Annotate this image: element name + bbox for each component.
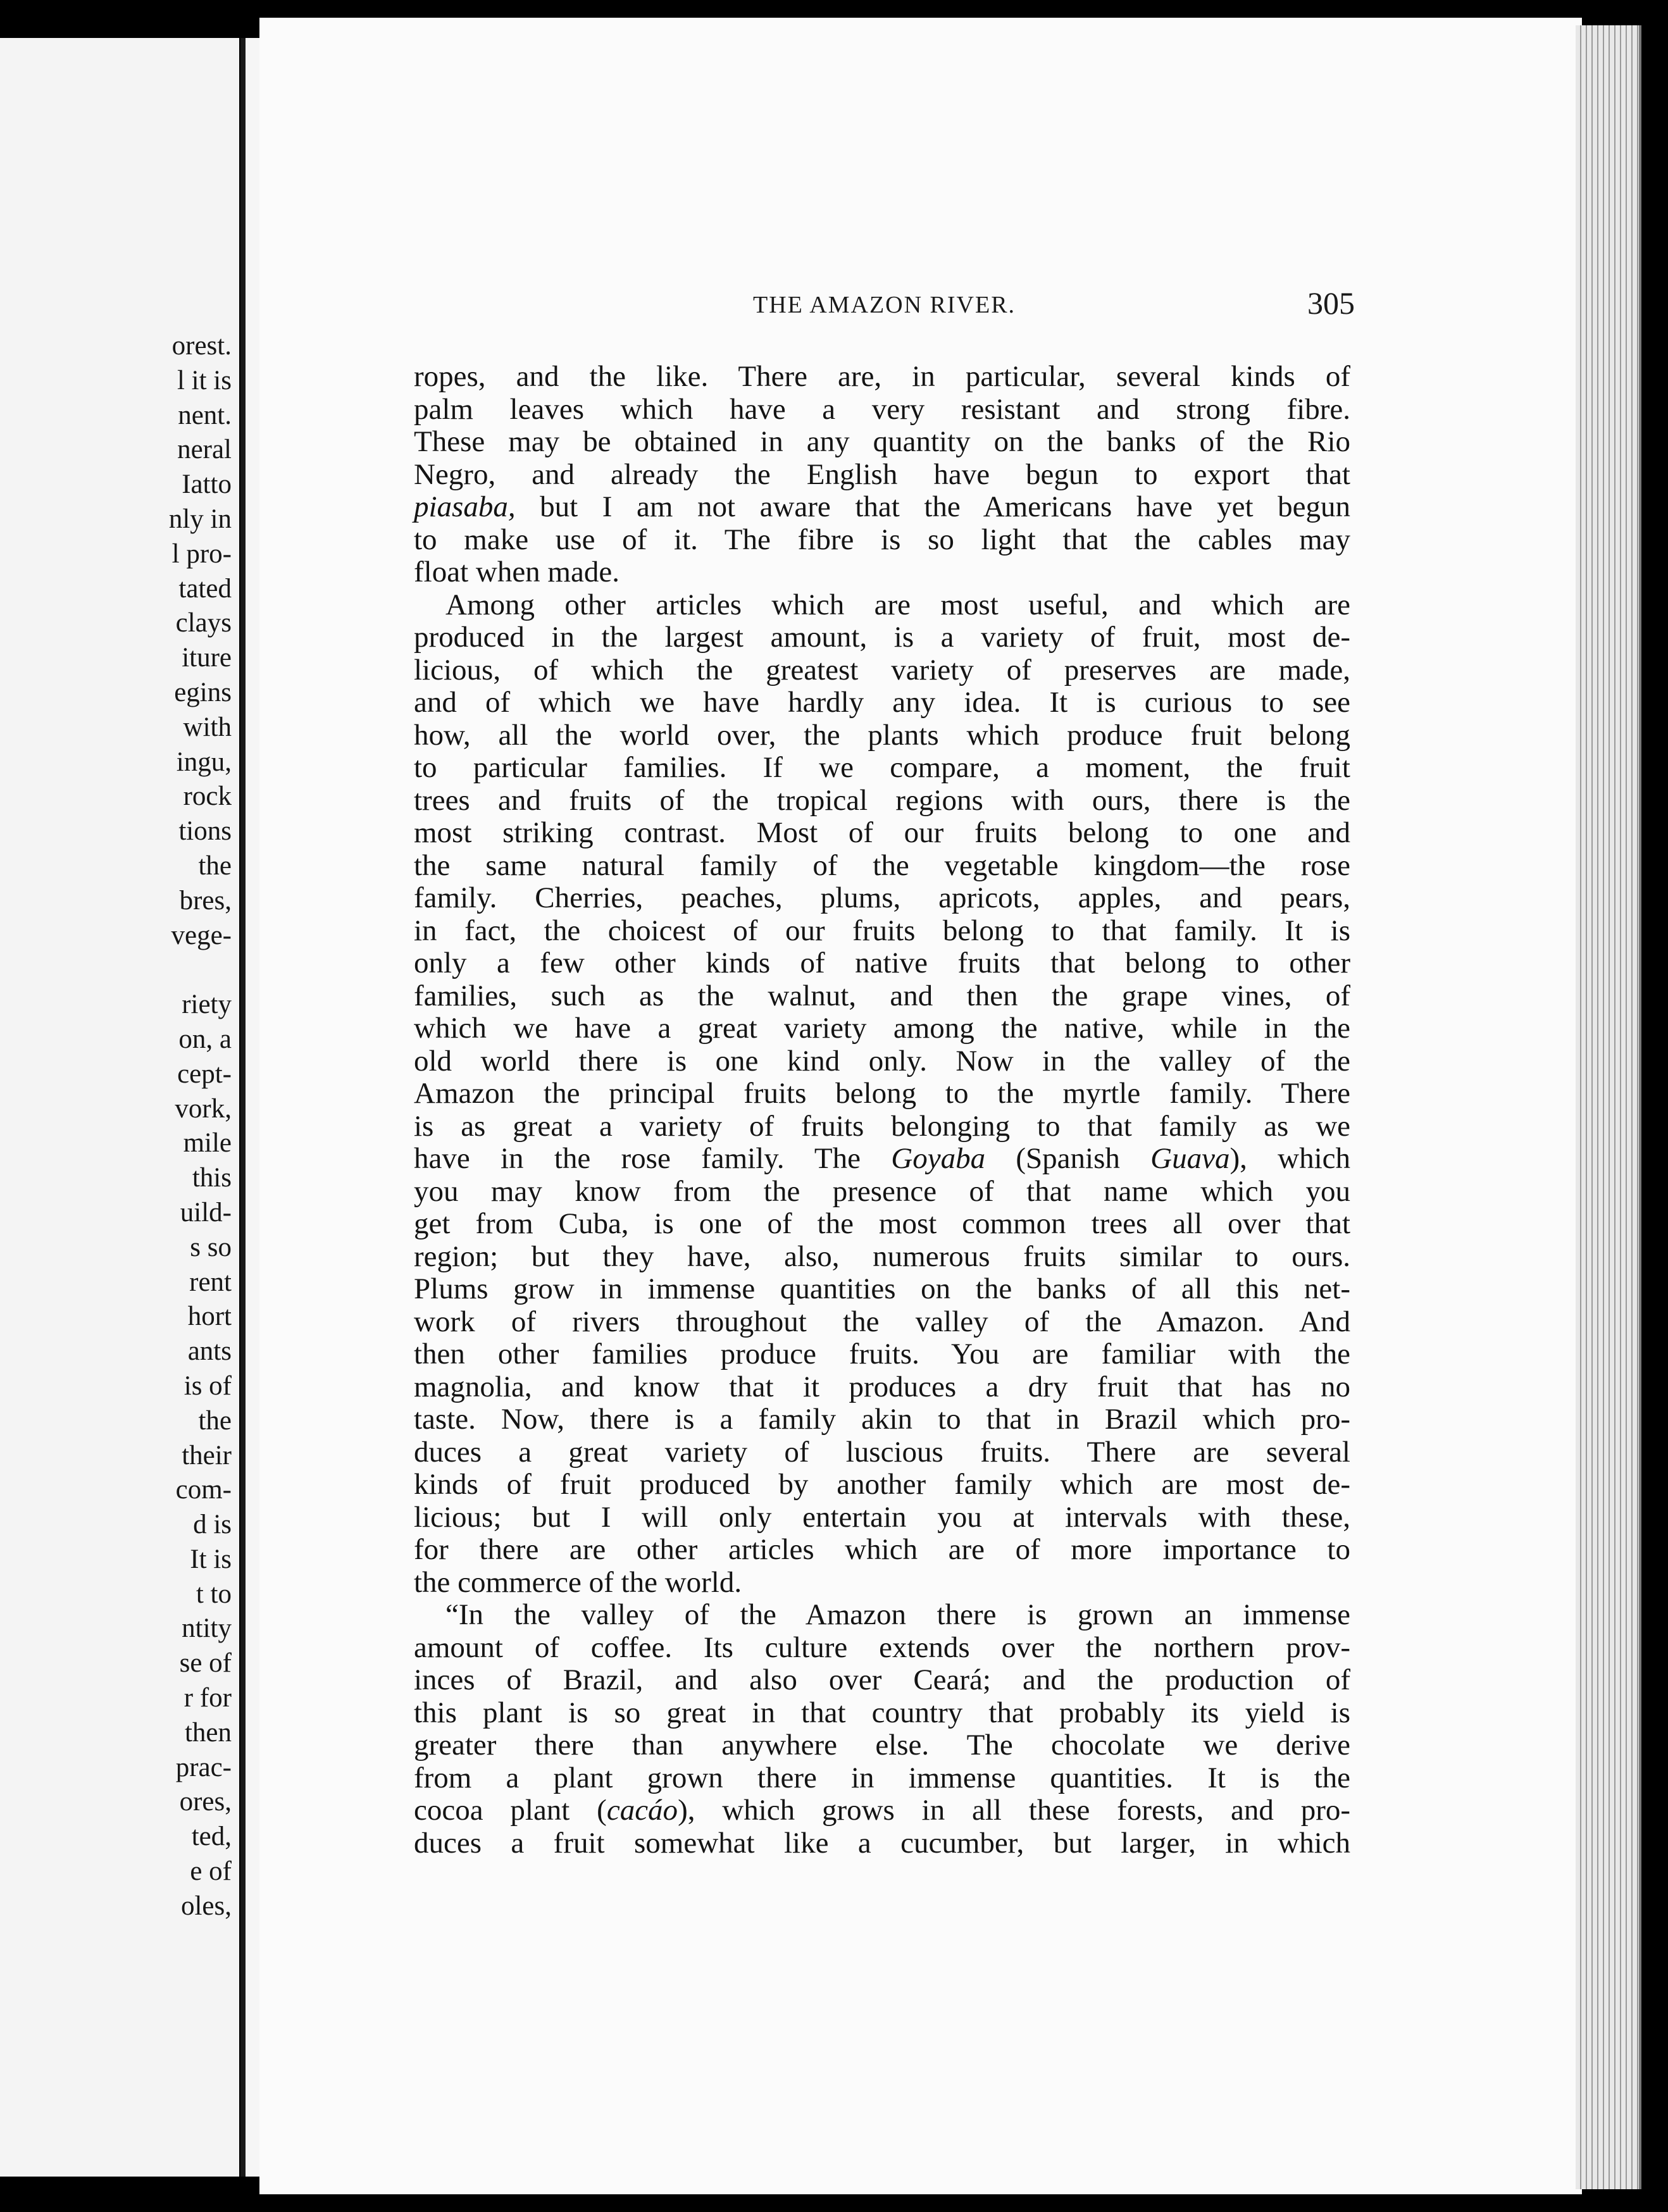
text-line: duces a fruit somewhat like a cucumber, but larger, in which (414, 1826, 1350, 1860)
italic-term: Goyaba (891, 1142, 986, 1175)
facing-page-line: se of (179, 1648, 232, 1679)
facing-page-text-fragments (169, 329, 232, 1924)
text-line: to particular families. If we compare, a moment, the fruit (414, 751, 1350, 784)
facing-page-line: ingu, (176, 747, 232, 777)
facing-page-line: is of (184, 1370, 232, 1401)
text-line (414, 1794, 1350, 1827)
text-line: from a plant grown there in immense quantities. It is the (414, 1761, 1350, 1794)
facing-page-line: with (183, 712, 232, 742)
facing-page-line: ores, (179, 1787, 232, 1817)
facing-page-line: com- (175, 1475, 232, 1505)
facing-page-line: the (198, 850, 232, 881)
page-number: 305 (1307, 285, 1355, 321)
facing-page-line: their (182, 1440, 232, 1470)
text-line: most striking contrast. Most of our fruits belong to one and (414, 816, 1350, 849)
text-line (414, 491, 1350, 524)
facing-page-line: orest. (171, 331, 232, 361)
facing-page-line: prac- (175, 1752, 232, 1782)
facing-page-line: d is (193, 1510, 232, 1540)
facing-page-line: nly in (168, 504, 232, 534)
facing-page-line: rent (189, 1267, 232, 1297)
text-line: and of which we have hardly any idea. It is curious to see (414, 686, 1350, 719)
text-line: in fact, the choicest of our fruits belong to that family. It is (414, 914, 1350, 947)
facing-page-line: oles, (180, 1891, 232, 1921)
facing-page-line: ted, (191, 1822, 232, 1852)
facing-page-line: It is (190, 1544, 232, 1574)
facing-page-line: e of (190, 1856, 232, 1887)
text-run: (Spanish (985, 1142, 1151, 1175)
text-line: trees and fruits of the tropical regions with ours, there is the (414, 783, 1350, 817)
text-line: produced in the largest amount, is a variety of fruit, most de- (414, 621, 1350, 654)
facing-page-line: tated (178, 573, 232, 604)
facing-page-line: riety (182, 990, 232, 1020)
text-line: float when made. (414, 556, 619, 588)
facing-page-line: clays (175, 608, 232, 638)
text-line: Amazon the principal fruits belong to the myrtle family. There (414, 1077, 1350, 1110)
italic-term: cacáo (606, 1794, 678, 1827)
text-line: greater there than anywhere else. The chocolate we derive (414, 1729, 1350, 1762)
text-run: have in the rose family. The (414, 1142, 892, 1175)
text-line: you may know from the presence of that name which you (414, 1174, 1350, 1208)
text-line: for there are other articles which are of more importance to (414, 1533, 1350, 1566)
text-line: palm leaves which have a very resistant and strong fibre. (414, 392, 1350, 426)
running-head: THE AMAZON RIVER. (753, 292, 1016, 318)
text-line: Among other articles which are most useful, and which are (445, 588, 1350, 621)
facing-page-line: t to (196, 1579, 232, 1609)
facing-page-line: neral (177, 435, 232, 465)
text-line: is as great a variety of fruits belonging to that family as we (414, 1109, 1350, 1143)
facing-page-line: l it is (177, 365, 232, 395)
text-line: how, all the world over, the plants which produce fruit belong (414, 718, 1350, 752)
facing-page-line: cept- (177, 1059, 232, 1089)
text-line: old world there is one kind only. Now in the valley of the (414, 1044, 1350, 1078)
facing-page-line: vege- (171, 920, 232, 950)
facing-page-line: the (198, 1405, 232, 1436)
text-line: family. Cherries, peaches, plums, apricots, apples, and pears, (414, 881, 1350, 914)
facing-page-line: iture (182, 643, 232, 673)
text-run: but I am not aware that the Americans have yet begun (515, 490, 1350, 523)
text-line: kinds of fruit produced by another family which are most de- (414, 1468, 1350, 1501)
italic-term: Guava (1150, 1142, 1230, 1175)
book-gutter (240, 38, 259, 2177)
text-line: “In the valley of the Amazon there is grown an immense (445, 1598, 1350, 1631)
text-line: licious; but I will only entertain you at intervals with these, (414, 1500, 1350, 1534)
facing-page-line: Iatto (182, 469, 232, 500)
page-edges (1576, 25, 1641, 2189)
facing-page-line: rock (183, 781, 232, 812)
text-line: inces of Brazil, and also over Ceará; and the production of (414, 1663, 1350, 1696)
text-line: Negro, and already the English have begun to export that (414, 457, 1350, 491)
text-line: only a few other kinds of native fruits that belong to other (414, 947, 1350, 979)
text-line: the same natural family of the vegetable kingdom—the rose (414, 848, 1350, 882)
text-line: to make use of it. The fibre is so light that the cables may (414, 523, 1350, 556)
facing-page-line: hort (187, 1302, 232, 1332)
facing-page-line: bres, (179, 885, 232, 916)
text-line: These may be obtained in any quantity on the banks of the Rio (414, 425, 1350, 458)
text-run: cocoa plant ( (414, 1794, 607, 1827)
facing-page-line: ants (187, 1336, 232, 1367)
facing-page-line: r for (184, 1683, 232, 1713)
italic-term: piasaba, (414, 490, 516, 523)
text-line: families, such as the walnut, and then the grape vines, of (414, 979, 1350, 1012)
facing-page-line: egins (174, 677, 232, 707)
facing-page-line: s so (190, 1232, 232, 1262)
text-line (414, 1143, 1350, 1176)
text-line: this plant is so great in that country that probably its yield is (414, 1696, 1350, 1729)
text-line: region; but they have, also, numerous fruits similar to ours. (414, 1240, 1350, 1273)
facing-page (0, 38, 239, 2177)
facing-page-line: uild- (180, 1197, 232, 1227)
facing-page-line: on, a (178, 1024, 232, 1054)
text-line: Plums grow in immense quantities on the banks of all this net- (414, 1272, 1350, 1305)
text-line: which we have a great variety among the native, while in the (414, 1012, 1350, 1045)
text-line: taste. Now, there is a family akin to that in Brazil which pro- (414, 1403, 1350, 1436)
text-line: ropes, and the like. There are, in particular, several kinds of (414, 360, 1350, 393)
text-line: licious, of which the greatest variety of preserves are made, (414, 653, 1350, 687)
text-line: the commerce of the world. (414, 1565, 742, 1599)
facing-page-line: tions (178, 816, 232, 847)
body-text (414, 361, 1350, 1860)
facing-page-line: then (184, 1717, 232, 1748)
text-line: amount of coffee. Its culture extends over the northern prov- (414, 1631, 1350, 1664)
facing-page-line: ntity (182, 1613, 232, 1644)
text-line: work of rivers throughout the valley of the Amazon. And (414, 1305, 1350, 1338)
facing-page-line: nent. (178, 400, 232, 430)
facing-page-line: l pro- (171, 538, 232, 569)
text-line: get from Cuba, is one of the most common trees all over that (414, 1207, 1350, 1240)
text-run: ), which grows in all these forests, and pro- (678, 1794, 1350, 1827)
facing-page-line: vork, (175, 1093, 232, 1124)
facing-page-line: this (192, 1163, 232, 1193)
text-line: magnolia, and know that it produces a dry fruit that has no (414, 1370, 1350, 1403)
text-line: then other families produce fruits. You are familiar with the (414, 1338, 1350, 1370)
facing-page-line (169, 953, 232, 988)
text-line: duces a great variety of luscious fruits. There are several (414, 1435, 1350, 1469)
facing-page-line: mile (183, 1128, 232, 1159)
text-run: ), which (1229, 1142, 1351, 1175)
